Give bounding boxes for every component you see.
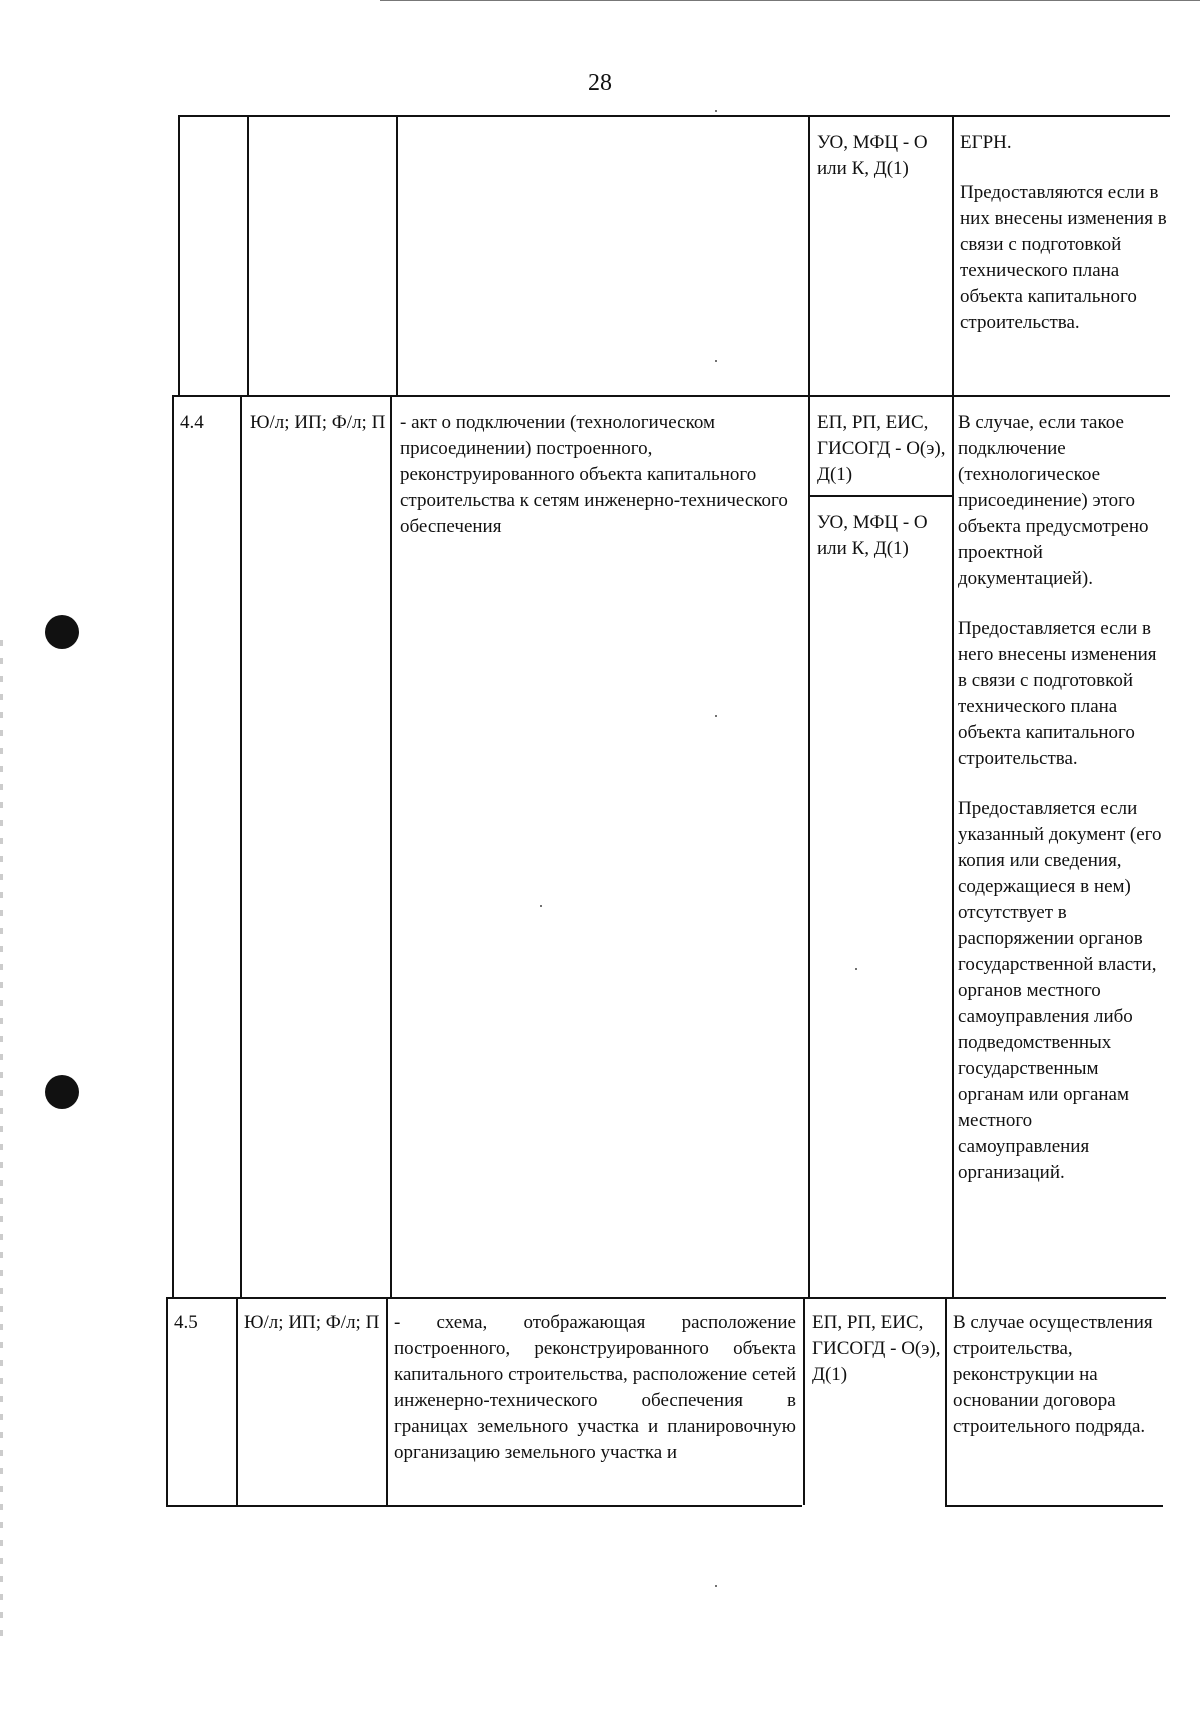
source-cell: УО, МФЦ - О или К, Д(1) xyxy=(817,132,928,179)
note-paragraph: ЕГРН. xyxy=(960,132,1012,153)
punch-hole-upper xyxy=(45,615,79,649)
scan-speck xyxy=(540,905,542,907)
note-paragraph: Предоставляется если в него внесены изменения в связи с подготовкой технического плана объекта капитального строительства. xyxy=(958,618,1157,769)
document-cell: - схема, отображающая расположение построенного, реконструированного объекта капитального строительства, расположение сетей инженерно-технического обеспечения в границах земельного участка и планировочную организацию земельного участка и xyxy=(394,1312,796,1463)
scan-speck xyxy=(715,360,717,362)
note-cell xyxy=(958,410,1168,1210)
scan-top-edge xyxy=(380,0,1200,1)
row-number: 4.5 xyxy=(174,1312,198,1333)
row-number: 4.4 xyxy=(180,412,204,433)
punch-hole-lower xyxy=(45,1075,79,1109)
scan-speck xyxy=(855,968,857,970)
scan-speck xyxy=(715,715,717,717)
note-cell xyxy=(960,130,1168,360)
note-cell: В случае осуществления строительства, реконструкции на основании договора строительного подряда. xyxy=(953,1312,1153,1437)
applicant-cell: Ю/л; ИП; Ф/л; П xyxy=(250,412,386,433)
source-cell: ЕП, РП, ЕИС, ГИСОГД - О(э), Д(1) xyxy=(817,412,946,485)
source-cell: ЕП, РП, ЕИС, ГИСОГД - О(э), Д(1) xyxy=(812,1312,941,1385)
note-paragraph: Предоставляется если указанный документ (его копия или сведения, содержащиеся в нем) отсутствует в распоряжении органов государственной власти, органов местного самоуправления либо подведомственных государственным органам или органам местного самоуправления организаций. xyxy=(958,798,1162,1183)
document-cell: - акт о подключении (технологическом присоединении) построенного, реконструированного объекта капитального строительства к сетям инженерно-технического обеспечения xyxy=(400,412,788,537)
scan-speck xyxy=(715,1585,717,1587)
note-paragraph: Предоставляются если в них внесены изменения в связи с подготовкой технического плана объекта капитального строительства. xyxy=(960,182,1167,333)
applicant-cell: Ю/л; ИП; Ф/л; П xyxy=(244,1312,380,1333)
page-number: 28 xyxy=(588,70,612,96)
scan-speck xyxy=(715,110,717,112)
source-cell: УО, МФЦ - О или К, Д(1) xyxy=(817,512,928,559)
scan-left-edge xyxy=(0,640,3,1640)
note-paragraph: В случае, если такое подключение (технологическое присоединение) этого объекта предусмотрено проектной документацией). xyxy=(958,412,1149,589)
